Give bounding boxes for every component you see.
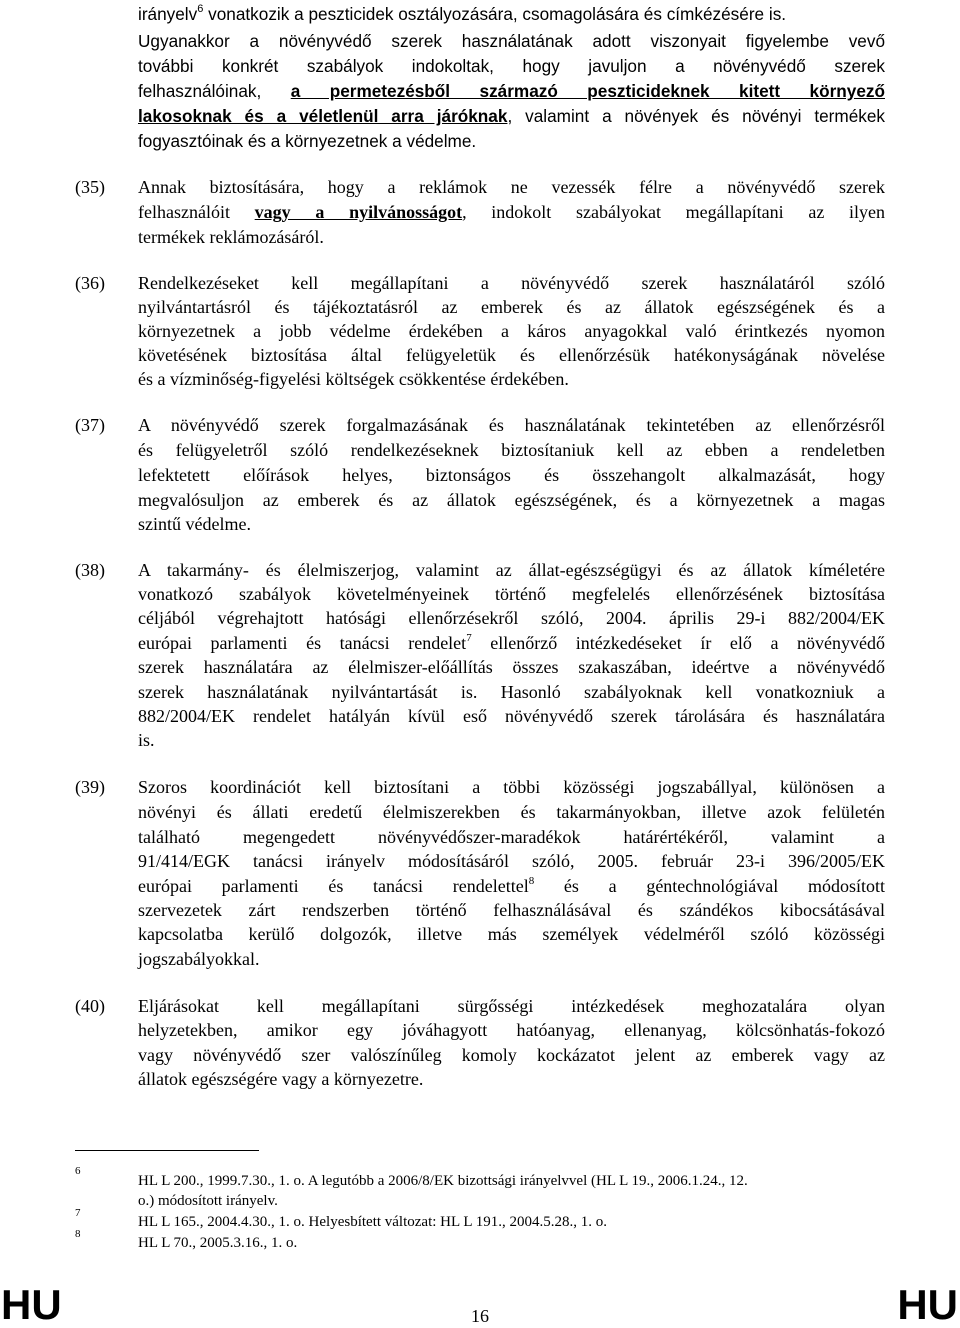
language-code-right: HU [897, 1281, 958, 1328]
paragraph-line: található megengedett növényvédőszer-maradékok határértékéről, valamint a [138, 827, 885, 847]
text: irányelv [138, 4, 198, 24]
text: vonatkozik a peszticidek osztályozására, csomagolására és címkézésére is. [203, 4, 787, 24]
paragraph-line: szerek használatának nyilvántartását is. Hasonló szabályoknak kell vonatkozniuk a [138, 682, 885, 702]
emphasized-text: a permetezésből származó peszticideknek kitett környező [290, 81, 885, 101]
paragraph-line: 91/414/EGK tanácsi irányelv módosításáról szóló, 2005. február 23-i 396/2005/EK [138, 851, 885, 871]
footnote-ref[interactable]: 8 [528, 875, 535, 887]
text: felhasználóit [138, 202, 255, 222]
page-number: 16 [471, 1306, 489, 1326]
paragraph-number: (35) [75, 177, 105, 197]
paragraph-line: A takarmány- és élelmiszerjog, valamint az állat-egészségügyi és az állatok kíméletére [138, 560, 885, 580]
paragraph-line: állatok egészségére vagy a környezetre. [138, 1069, 424, 1089]
intro-line: további konkrét szabályok indokoltak, hogy javuljon a növényvédő szerek [138, 56, 885, 76]
text: európai parlamenti és tanácsi rendelet [138, 633, 467, 653]
intro-line: fogyasztóinak és a környezetnek a védelme. [138, 131, 477, 151]
paragraph-line: helyzetekben, amikor egy jóváhagyott hatóanyag, ellenanyag, kölcsönhatás-fokozó [138, 1020, 885, 1040]
text: , valamint a növények és növényi termékek [507, 106, 886, 126]
paragraph-line [138, 877, 885, 895]
paragraph-line: jogszabályokkal. [138, 949, 260, 969]
paragraph-line: szervezetek zárt rendszerben történő felhasználásával és szándékos kibocsátásával [138, 900, 885, 920]
footnote-separator [75, 1150, 259, 1151]
paragraph-line [138, 203, 885, 221]
paragraph-line: is. [138, 730, 155, 750]
paragraph-line: A növényvédő szerek forgalmazásának és használatának tekintetében az ellenőrzésről [138, 415, 885, 435]
paragraph-line: céljából végrehajtott hatósági ellenőrzésekről szóló, 2004. április 29-i 882/2004/EK [138, 608, 885, 628]
paragraph-line: és a vízminőség-figyelési költségek csökkentése érdekében. [138, 369, 569, 389]
paragraph-line: környezetnek a jobb védelme érdekében a káros anyagokkal való érintkezés nyomon [138, 321, 885, 341]
paragraph-line: megvalósuljon az emberek és az állatok egészségének, és a környezetnek a magas [138, 490, 885, 510]
intro-line [138, 108, 885, 125]
paragraph-line: lefektetett előírások helyes, biztonságos és összehangolt alkalmazását, hogy [138, 465, 885, 485]
footnote-ref[interactable]: 7 [466, 632, 472, 644]
intro-line [138, 3, 787, 24]
paragraph-line: vonatkozó szabályok követelményeinek történő megfelelés ellenőrzésének biztosítása [138, 584, 885, 604]
text: ellenőrző intézkedéseket ír elő a növényvédő [471, 633, 885, 653]
emphasized-text: lakosoknak és a véletlenül arra járóknak [138, 106, 508, 126]
paragraph-number: (36) [75, 273, 105, 293]
text: felhasználóinak, [138, 81, 291, 101]
intro-line [138, 83, 885, 100]
footnote-text: HL L 70., 2005.3.16., 1. o. [138, 1235, 298, 1251]
paragraph-number: (38) [75, 560, 105, 580]
intro-line: Ugyanakkor a növényvédő szerek használatának adott viszonyait figyelembe vevő [138, 31, 885, 51]
footnote-ref[interactable]: 6 [197, 3, 204, 15]
paragraph-line: kapcsolatba kerülő dolgozók, illetve más személyek védelméről szóló közösségi [138, 924, 885, 944]
paragraph-line: vagy növényvédő szer valószínűleg komoly kockázatot jelent az emberek vagy az [138, 1045, 885, 1065]
footnote-text: HL L 200., 1999.7.30., 1. o. A legutóbb a 2006/8/EK bizottsági irányelvvel (HL L 19., 2006.1.24., 12. [138, 1173, 748, 1189]
footnote-number: 6 [75, 1165, 81, 1177]
paragraph-line: szerek használatára az élelmiszer-előállítás összes szakaszában, ideértve a növényvédő [138, 657, 885, 677]
paragraph-line: növényi és állati eredetű élelmiszerekben és takarmányokban, illetve azok felületén [138, 802, 885, 822]
footnote-number: 8 [75, 1228, 81, 1240]
paragraph-number: (39) [75, 777, 105, 797]
text: európai parlamenti és tanácsi rendelettel [138, 876, 529, 896]
footnote-text: o.) módosított irányelv. [138, 1193, 278, 1209]
paragraph-number: (40) [75, 996, 105, 1016]
paragraph-line: termékek reklámozásáról. [138, 227, 324, 247]
paragraph-line: Eljárásokat kell megállapítani sürgősségi intézkedések meghozatalára olyan [138, 996, 885, 1016]
paragraph-line: követésének biztosítása által felügyeletük és ellenőrzésük hatékonyságának növelése [138, 345, 885, 365]
paragraph-line: 882/2004/EK rendelet hatályán kívül eső növényvédő szerek tárolására és használatára [138, 706, 885, 726]
emphasized-text: vagy a nyilvánosságot [254, 202, 463, 222]
paragraph-line: Annak biztosítására, hogy a reklámok ne vezessék félre a növényvédő szerek [138, 177, 885, 197]
text: és a géntechnológiával módosított [534, 876, 885, 896]
footnote-number: 7 [75, 1207, 81, 1219]
paragraph-line [138, 634, 885, 652]
paragraph-line: és felügyeletről szóló rendelkezéseknek biztosítaniuk kell az ebben a rendeletben [138, 440, 885, 460]
paragraph-number: (37) [75, 415, 105, 435]
paragraph-line: nyilvántartásról és tájékoztatásról az emberek és az állatok egészségének és a [138, 297, 885, 317]
text: , indokolt szabályokat megállapítani az ilyen [462, 202, 886, 222]
language-code-left: HU [1, 1281, 62, 1328]
paragraph-line: szintű védelme. [138, 514, 251, 534]
paragraph-line: Rendelkezéseket kell megállapítani a növényvédő szerek használatáról szóló [138, 273, 885, 293]
footnote-text: HL L 165., 2004.4.30., 1. o. Helyesbített változat: HL L 191., 2004.5.28., 1. o. [138, 1214, 607, 1230]
paragraph-line: Szoros koordinációt kell biztosítani a többi közösségi jogszabállyal, különösen a [138, 777, 885, 797]
